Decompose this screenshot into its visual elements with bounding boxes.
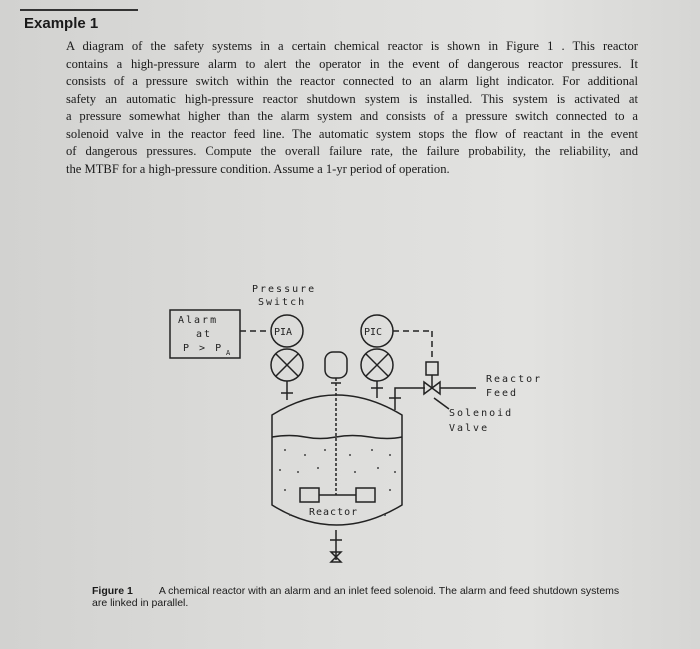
pressure-switch-label: Switch xyxy=(258,297,307,308)
solenoid-valve-label: Valve xyxy=(449,423,490,434)
reactor-feed-label: Feed xyxy=(486,388,519,399)
alarm-label: P > P xyxy=(183,343,224,354)
example-title: Example 1 xyxy=(24,15,99,32)
alarm-label: Alarm xyxy=(178,315,219,326)
paragraph-line: contains a high-pressure alarm to alert the operator in the event of dangerous reactor pressures. It xyxy=(66,56,638,71)
pic-label: PIC xyxy=(364,327,383,338)
feed-pipe xyxy=(395,388,425,410)
impeller-right xyxy=(356,488,375,502)
paragraph-line: a pressure somewhat higher than the alarm system and consists of a pressure switch connected to a xyxy=(66,109,638,123)
reactor-vessel xyxy=(272,395,402,525)
paragraph-line: consists of a pressure switch within the reactor connected to an alarm light indicator. For additional xyxy=(66,74,638,88)
alarm-subscript: A xyxy=(226,349,233,357)
figure-label: Figure 1 xyxy=(92,585,133,597)
liquid-level xyxy=(272,436,402,439)
reactor-label: Reactor xyxy=(309,507,359,518)
figure-caption xyxy=(92,585,632,609)
reactor-feed-label: Reactor xyxy=(486,374,543,385)
paragraph-line: solenoid valve in the reactor feed line. The automatic system stops the flow of reactant in the event xyxy=(66,126,638,141)
alarm-label: at xyxy=(196,329,213,340)
pressure-switch-label: Pressure xyxy=(252,284,317,295)
caption-text: A chemical reactor with an alarm and an inlet feed solenoid. The alarm and feed shutdown systems are linked in parallel. xyxy=(92,585,620,609)
impeller-left xyxy=(300,488,319,502)
paragraph-line: the MTBF for a high-pressure condition. Assume a 1-yr period of operation. xyxy=(66,161,450,176)
paragraph-line: safety an automatic high-pressure reactor shutdown system is installed. This system is activated at xyxy=(66,91,638,106)
paragraph-line: of dangerous pressures. Compute the overall failure rate, the failure probability, the reliability, and xyxy=(66,144,638,158)
paragraph-line: A diagram of the safety systems in a certain chemical reactor is shown in Figure 1 . This reactor xyxy=(66,39,638,53)
solenoid-valve-label: Solenoid xyxy=(449,408,514,419)
solenoid-actuator xyxy=(426,362,438,375)
pia-label: PIA xyxy=(274,327,293,338)
liquid-dots xyxy=(279,449,396,516)
solenoid-pointer xyxy=(434,398,449,409)
agitator-motor xyxy=(325,352,347,378)
